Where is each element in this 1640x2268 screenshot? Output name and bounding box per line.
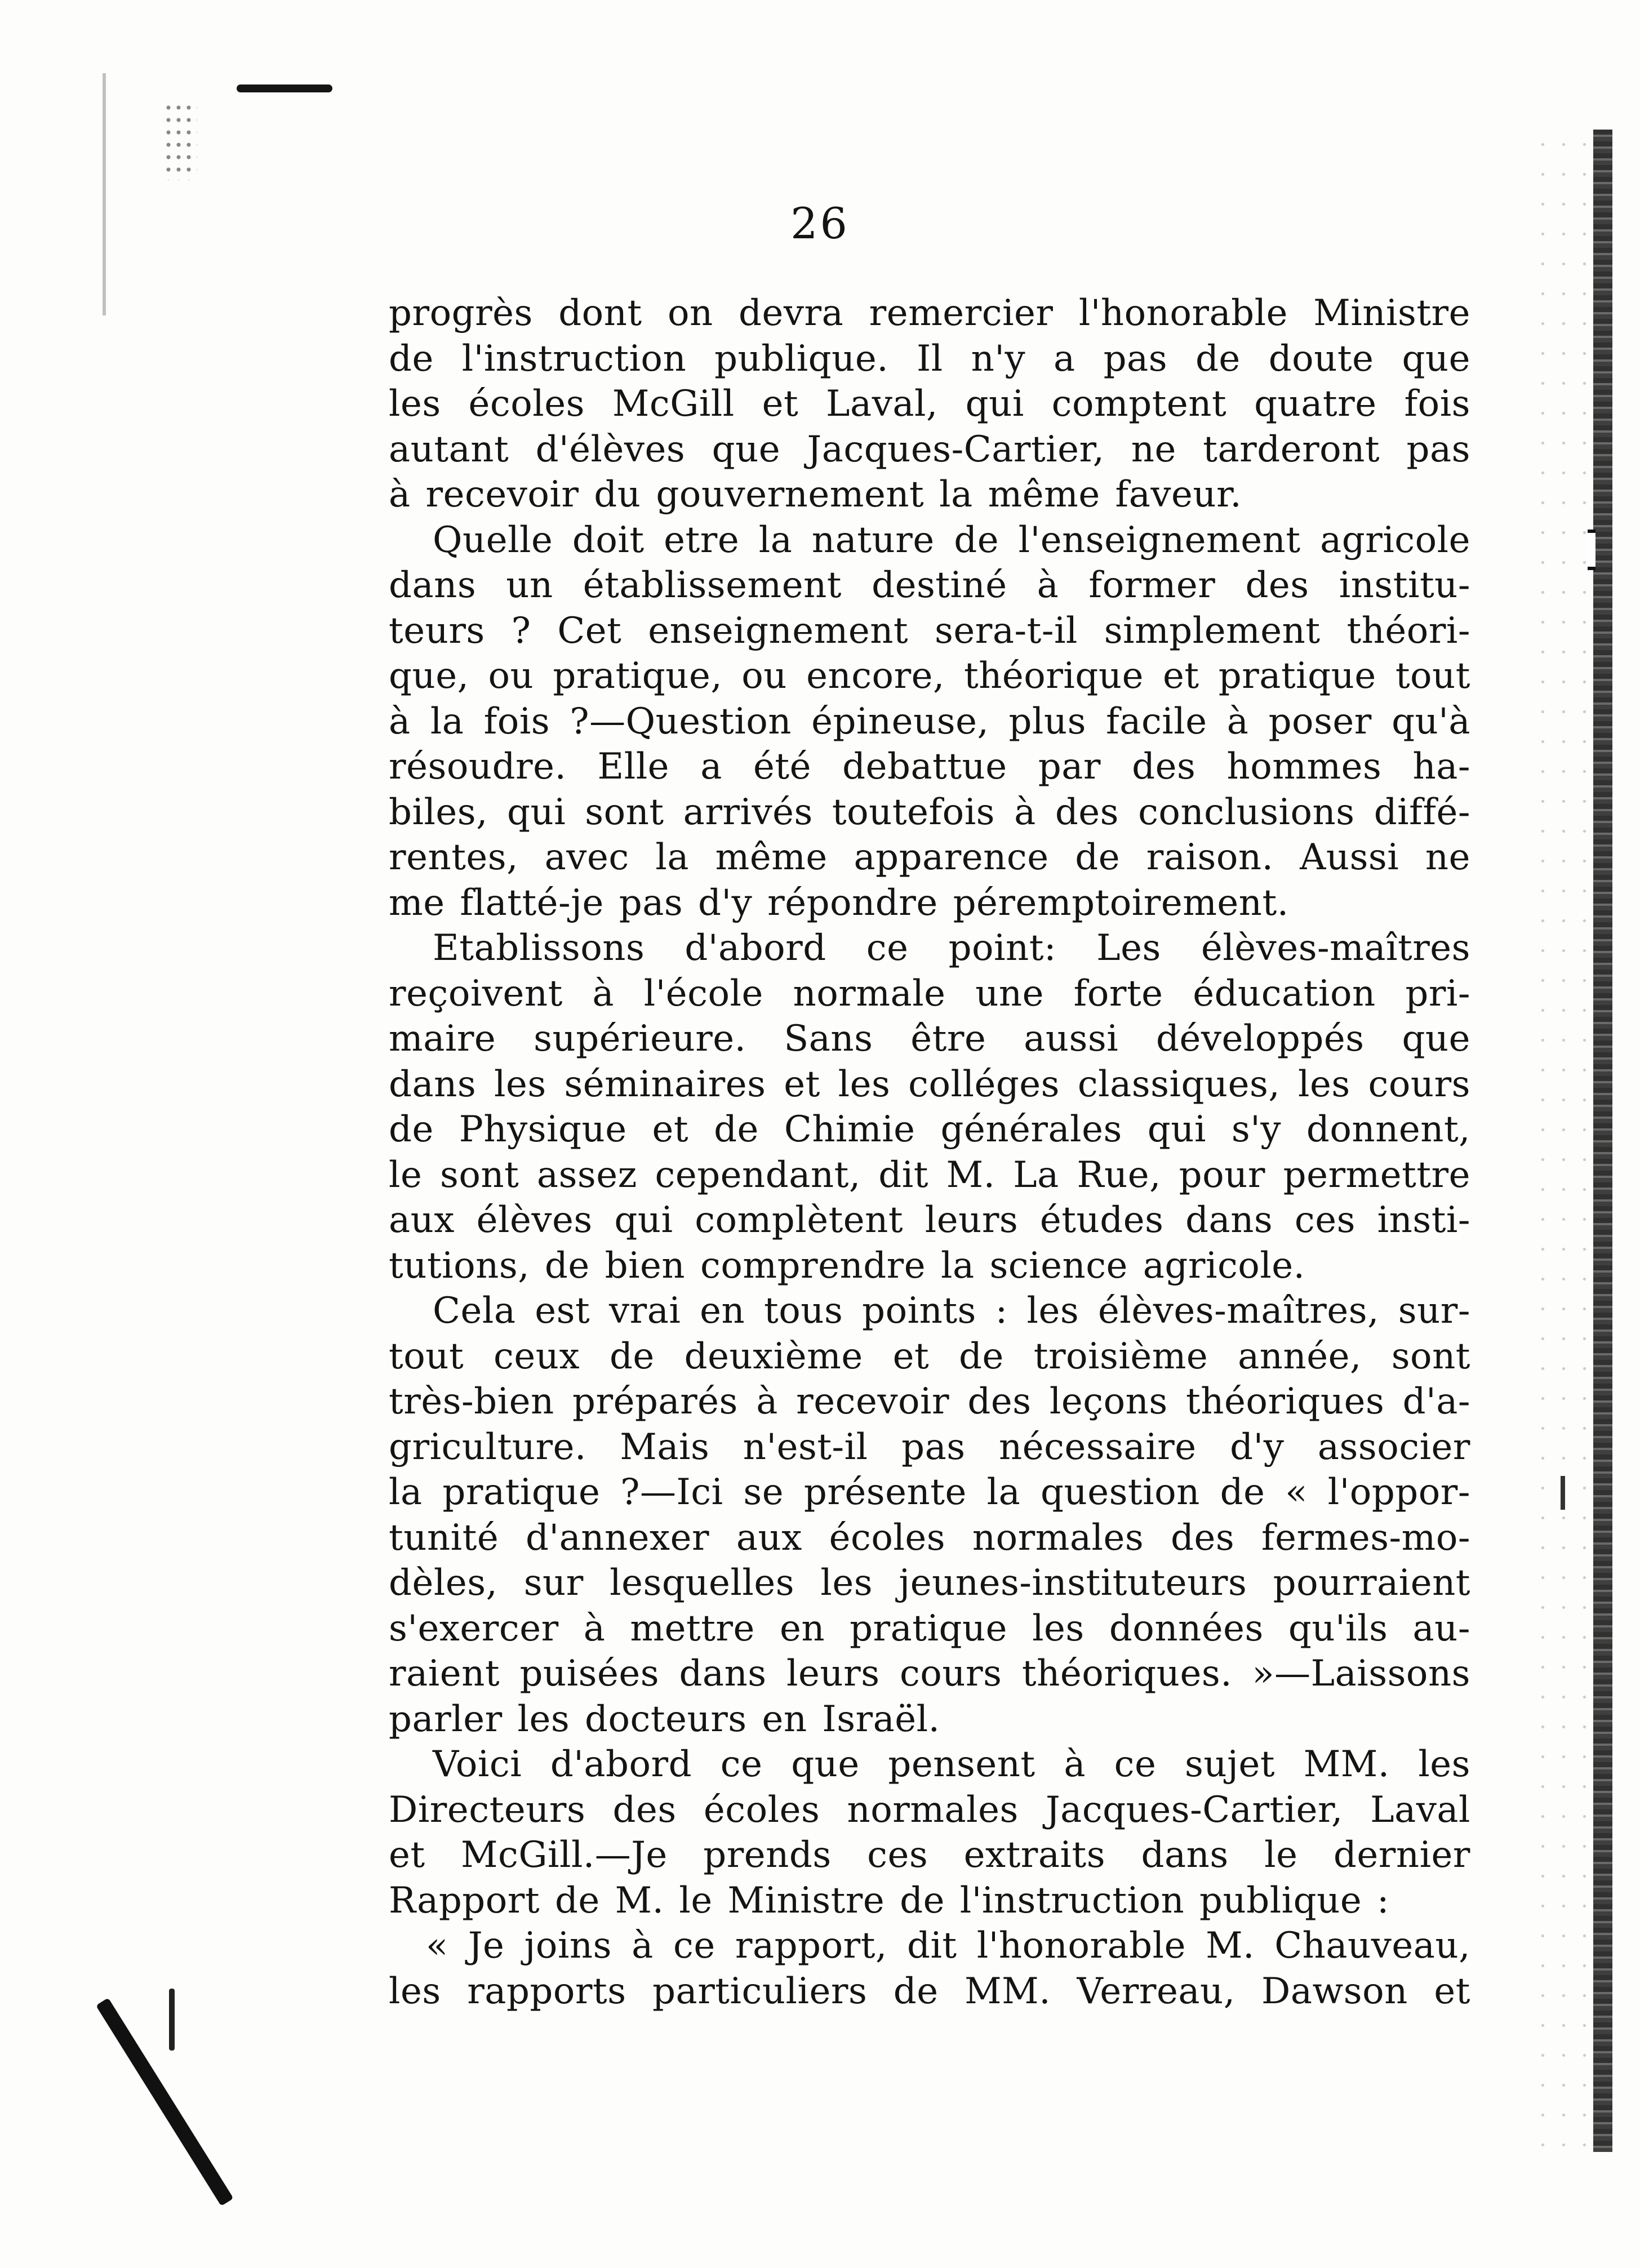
scan-artifact-corner-mark [169,1989,175,2051]
text-line: dèles, sur lesquelles les jeunes-instituteurs pourraient [389,1562,1470,1604]
text-line: dans un établissement destiné à former des institu- [389,564,1470,606]
text-line: à recevoir du gouvernement la même faveur. [389,474,1242,515]
text-line: biles, qui sont arrivés toutefois à des conclusions diffé- [389,791,1470,833]
text-line: tunité d'annexer aux écoles normales des fermes-mo- [389,1517,1470,1559]
scan-artifact-corner-slash [96,1998,234,2206]
text-line: et McGill.—Je prends ces extraits dans le dernier [389,1834,1470,1876]
text-line: de Physique et de Chimie générales qui s'y donnent, [389,1109,1470,1150]
text-line: s'exercer à mettre en pratique les données qu'ils au- [389,1607,1470,1649]
text-line: progrès dont on devra remercier l'honorable Ministre [389,292,1470,334]
text-line: aux élèves qui complètent leurs études dans ces insti- [389,1199,1470,1241]
text-line: dans les séminaires et les colléges classiques, les cours [389,1063,1470,1105]
scan-artifact-right-notch [1588,530,1595,570]
text-line: raient puisées dans leurs cours théoriques. »—Laissons [389,1653,1470,1695]
text-line: résoudre. Elle a été debattue par des hommes ha- [389,746,1470,788]
scan-artifact-top-mark [237,85,332,92]
scan-artifact-right-edge [1593,130,1612,2152]
scan-artifact-left-edge [103,73,106,315]
text-line: Directeurs des écoles normales Jacques-Cartier, Laval [389,1789,1470,1831]
text-line: que, ou pratique, ou encore, théorique et pratique tout [389,655,1470,697]
text-line: tout ceux de deuxième et de troisième année, sont [389,1335,1470,1377]
text-line: très-bien préparés à recevoir des leçons théoriques d'a- [389,1381,1470,1422]
body-text [389,291,1470,2014]
text-line: les rapports particuliers de MM. Verreau, Dawson et [389,1970,1470,2012]
text-line: la pratique ?—Ici se présente la question de « l'oppor- [389,1471,1470,1513]
scan-artifact-right-tick [1561,1476,1565,1510]
scan-artifact-right-specks [1532,130,1594,2152]
text-line: à la fois ?—Question épineuse, plus facile à poser qu'à [389,700,1470,742]
text-line: Rapport de M. le Ministre de l'instruction publique : [389,1879,1390,1922]
text-line: « Je joins à ce rapport, dit l'honorable M. Chauveau, [426,1925,1470,1967]
text-line: tutions, de bien comprendre la science agricole. [389,1244,1305,1287]
text-line: griculture. Mais n'est-il pas nécessaire d'y associer [389,1426,1470,1468]
text-line: de l'instruction publique. Il n'y a pas de doute que [389,337,1470,380]
text-line: teurs ? Cet enseignement sera-t-il simplement théori- [389,610,1470,652]
text-line: Etablissons d'abord ce point: Les élèves-maîtres [433,927,1470,969]
text-line: Quelle doit etre la nature de l'enseignement agricole [433,519,1470,561]
text-line: le sont assez cependant, dit M. La Rue, pour permettre [389,1154,1470,1196]
text-line: me flatté-je pas d'y répondre péremptoirement. [389,882,1289,924]
text-line: reçoivent à l'école normale une forte éducation pri- [389,972,1470,1015]
text-line: maire supérieure. Sans être aussi développés que [389,1018,1470,1060]
text-line: les écoles McGill et Laval, qui comptent quatre fois [389,383,1470,425]
text-line: rentes, avec la même apparence de raison. Aussi ne [389,837,1470,878]
text-line: autant d'élèves que Jacques-Cartier, ne tarderont pas [389,428,1470,470]
scan-artifact-top-specks [163,101,197,180]
text-line: Voici d'abord ce que pensent à ce sujet MM. les [433,1744,1470,1785]
text-line: Cela est vrai en tous points : les élèves-maîtres, sur- [433,1290,1470,1332]
page-number: 26 [790,198,850,248]
text-line: parler les docteurs en Israël. [389,1698,940,1740]
